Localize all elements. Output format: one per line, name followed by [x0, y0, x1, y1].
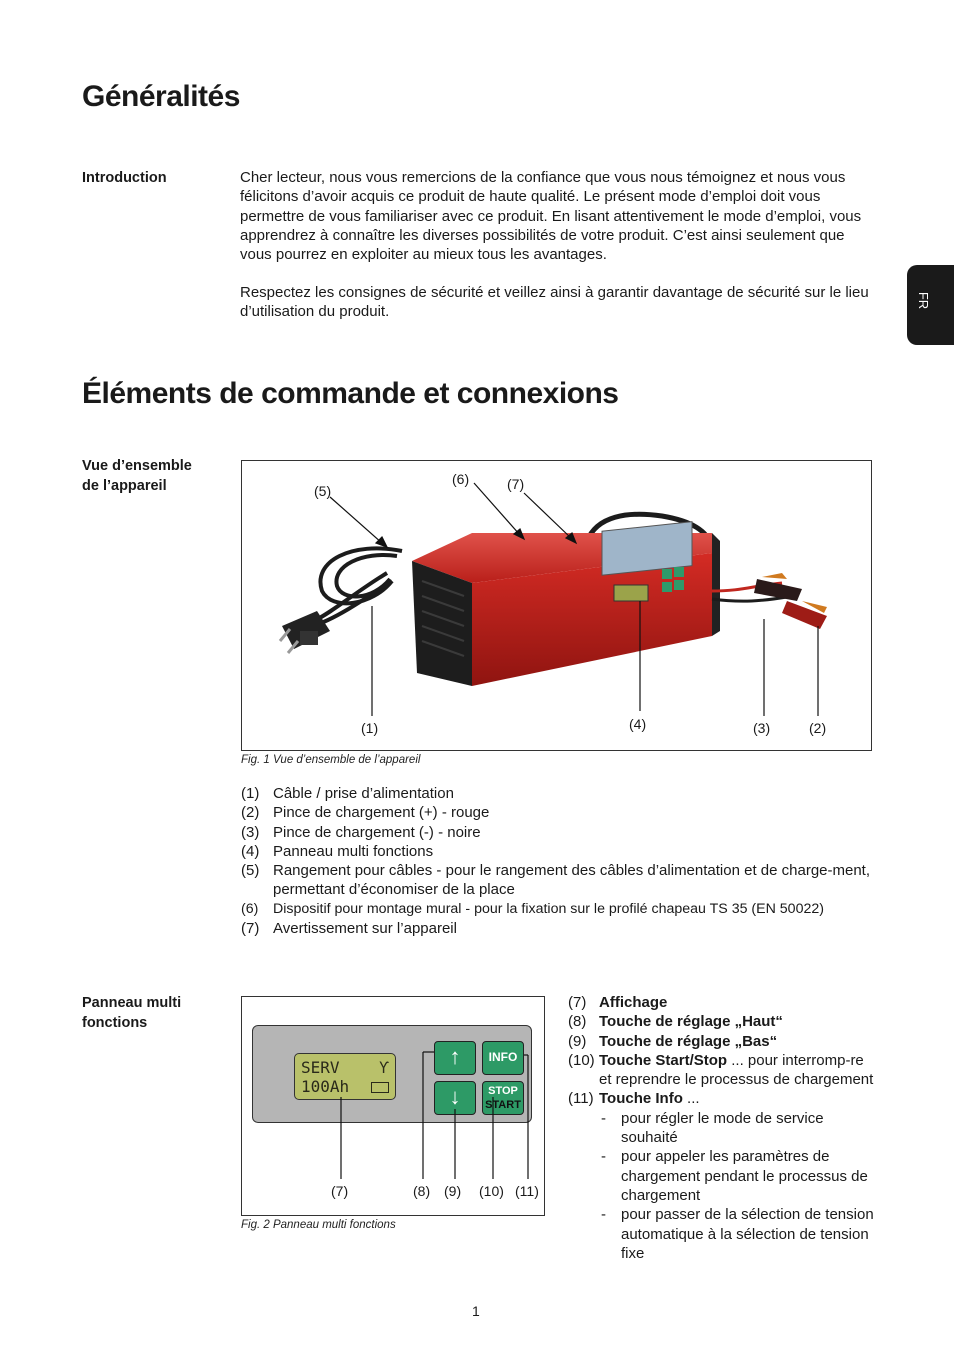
- callout-9: (9): [444, 1183, 462, 1199]
- list-item: (2) Pince de chargement (+) - rouge: [241, 804, 490, 822]
- list-item: (3) Pince de chargement (-) - noire: [241, 823, 481, 841]
- list-item: (8) Touche de réglage „Haut“: [568, 1013, 783, 1031]
- panel-label: [82, 993, 181, 1033]
- list-item: (11) Touche Info ...: [568, 1090, 700, 1108]
- intro-paragraph-2: Respectez les consignes de sécurité et veillez ainsi à garantir davantage de sécurité sur le lieu d’utilisation du produit.: [240, 284, 869, 321]
- callout-11: (11): [515, 1183, 539, 1199]
- figure-1-device-overview: [241, 460, 872, 751]
- list-item: (6) Dispositif pour montage mural - pour la fixation sur le profilé chapeau TS 35 (EN 50022): [241, 900, 824, 917]
- list-item: (7) Avertissement sur l’appareil: [241, 920, 457, 938]
- list-item: (4) Panneau multi fonctions: [241, 842, 434, 860]
- figure-1-caption: Fig. 1 Vue d’ensemble de l’appareil: [241, 754, 421, 766]
- list-item: - pour passer de la sélection de tension automatique à la sélection de tension fixe: [601, 1206, 874, 1262]
- overview-label-line1: Vue d’ensemble: [82, 458, 192, 474]
- callout-4: (4): [629, 716, 647, 732]
- language-tab-label: FR: [916, 291, 932, 310]
- lcd-line1: SERV: [301, 1058, 340, 1077]
- callout-6: (6): [452, 471, 470, 487]
- language-tab: [907, 265, 954, 345]
- callout-7: (7): [507, 476, 525, 492]
- clamp-red: [782, 601, 827, 629]
- callout-10: (10): [479, 1183, 504, 1199]
- intro-paragraph-1: Cher lecteur, nous vous remercions de la confiance que vous nous témoignez et nous vous félicitons d’avoir acquis ce produit de haute qualité. Le présent mode d’emploi doit vous permettre de vous familiariser avec ce produit. En lisant attentivement le mode d’emploi, vous apprendrez à connaître les diverses possibilités de votre produit. C’est ainsi seulement que vous pourrez en exploiter au mieux tous les avantages.: [240, 169, 862, 264]
- list-item: - pour régler le mode de service souhaité: [601, 1109, 824, 1147]
- overview-label-line2: de l’appareil: [82, 478, 167, 494]
- stop-label: STOP: [488, 1085, 518, 1097]
- list-item: (9) Touche de réglage „Bas“: [568, 1032, 778, 1050]
- arrow-up-icon: ↑: [449, 1044, 461, 1069]
- cable-storage-end: [412, 561, 472, 686]
- clamp-black: [754, 573, 802, 601]
- callout-2: (2): [809, 720, 827, 736]
- panel-label-line1: Panneau multi: [82, 995, 182, 1011]
- info-button[interactable]: INFO: [482, 1041, 524, 1075]
- list-item: (7) Affichage: [568, 994, 668, 1011]
- overview-label: [82, 456, 192, 496]
- figure-2-caption: Fig. 2 Panneau multi fonctions: [241, 1219, 396, 1231]
- callout-7: (7): [331, 1183, 349, 1199]
- charge-icon: Ƴ: [379, 1058, 389, 1077]
- front-panel-mini: [602, 522, 692, 601]
- lcd-line2: 100Ah: [301, 1077, 350, 1096]
- start-label: START: [485, 1099, 521, 1111]
- page-number: 1: [472, 1303, 480, 1319]
- section-title-generalites: Généralités: [82, 80, 240, 113]
- arrow-down-icon: ↓: [449, 1084, 461, 1109]
- callout-5: (5): [314, 483, 332, 499]
- figure-2-panel: [241, 996, 545, 1216]
- callout-8: (8): [413, 1183, 431, 1199]
- panel-items-list: [568, 993, 878, 1263]
- list-item: (5) Rangement pour câbles - pour le rangement des câbles d’alimentation et de charge-ment, permettant d’économiser de la place: [241, 862, 871, 899]
- info-sublist: [599, 1109, 878, 1263]
- charger-illustration: [242, 461, 871, 750]
- list-item: - pour appeler les paramètres de chargement pendant le processus de chargement: [601, 1148, 868, 1204]
- intro-label: Introduction: [82, 170, 167, 186]
- overview-list: [241, 784, 873, 938]
- callout-1: (1): [361, 720, 379, 736]
- power-cable: [312, 548, 402, 626]
- list-item: (10) Touche Start/Stop ... pour interromp-re et reprendre le processus de chargement: [568, 1051, 874, 1089]
- panel-label-line2: fonctions: [82, 1015, 148, 1031]
- section-title-elements: Éléments de commande et connexions: [82, 377, 619, 410]
- callout-3: (3): [753, 720, 771, 736]
- list-item: (1) Câble / prise d’alimentation: [241, 785, 454, 802]
